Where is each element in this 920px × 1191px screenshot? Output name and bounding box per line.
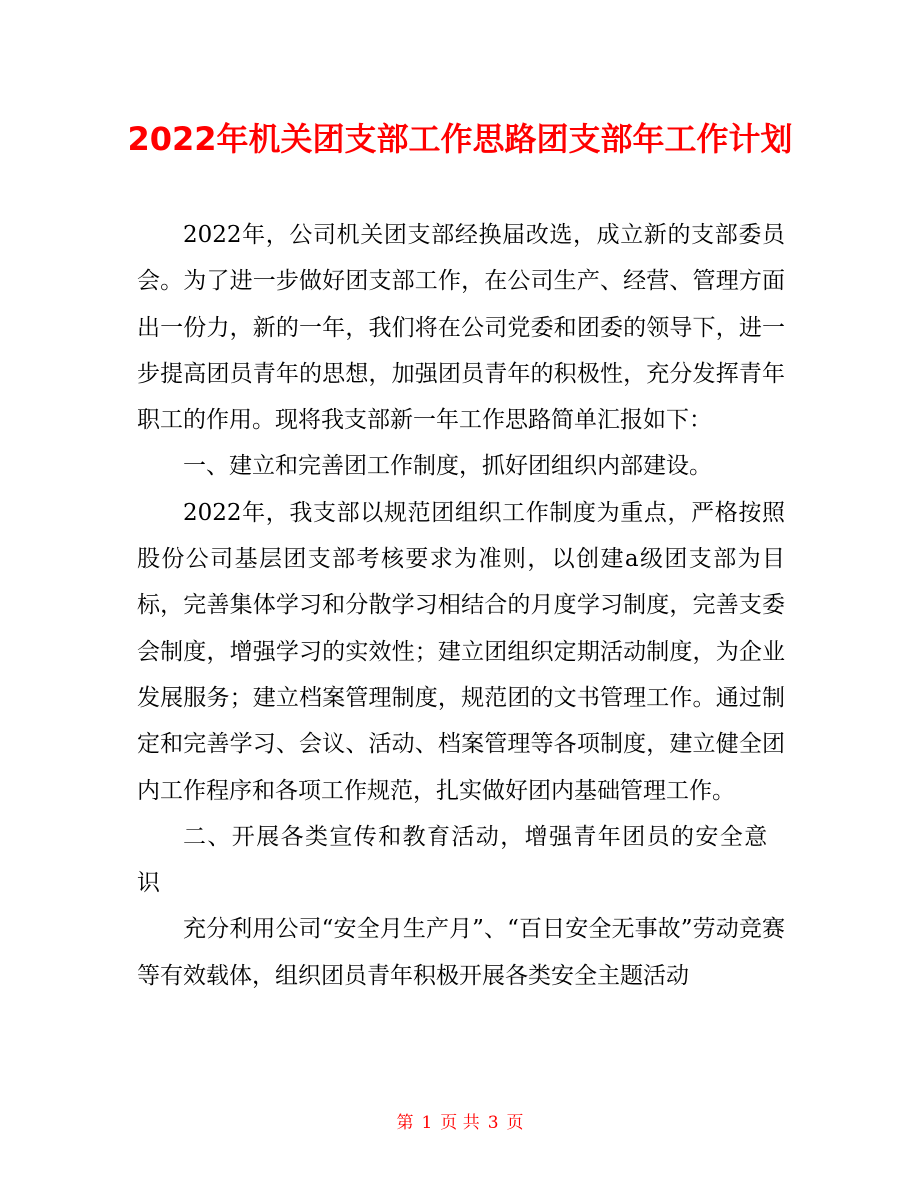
- paragraph-intro: 2022年，公司机关团支部经换届改选，成立新的支部委员会。为了进一步做好团支部工作，在公司生产、经营、管理方面出一份力，新的一年，我们将在公司党委和团委的领导下，进一步提高团员青年的思想，加强团员青年的积极性，充分发挥青年职工的作用。现将我支部新一年工作思路简单汇报如下：: [137, 222, 785, 434]
- footer-total-pages: 3: [487, 1113, 499, 1133]
- footer-suffix: 页: [506, 1113, 524, 1133]
- paragraph-section-2: 充分利用公司“安全月生产月”、“百日安全无事故”劳动竞赛等有效载体，组织团员青年积极开展各类安全主题活动: [137, 916, 785, 989]
- footer-prefix: 第: [396, 1113, 414, 1133]
- page-footer: [0, 1111, 920, 1135]
- footer-current-page: 1: [421, 1113, 433, 1133]
- section-heading-2: 二、开展各类宣传和教育活动，增强青年团员的安全意识: [137, 823, 769, 897]
- paragraph-section-1: 2022年，我支部以规范团组织工作制度为重点，严格按照股份公司基层团支部考核要求为准则，以创建a级团支部为目标，完善集体学习和分散学习相结合的月度学习制度，完善支委会制度，增强学习的实效性；建立团组织定期活动制度，为企业发展服务；建立档案管理制度，规范团的文书管理工作。通过制定和完善学习、会议、活动、档案管理等各项制度，建立健全团内工作程序和各项工作规范，扎实做好团内基础管理工作。: [137, 499, 785, 804]
- footer-middle: 页 共: [440, 1113, 480, 1133]
- document-title: 2022年机关团支部工作思路团支部年工作计划: [127, 120, 793, 158]
- document-body: [137, 212, 785, 999]
- section-heading-1: 一、建立和完善团工作制度，抓好团组织内部建设。: [183, 453, 712, 480]
